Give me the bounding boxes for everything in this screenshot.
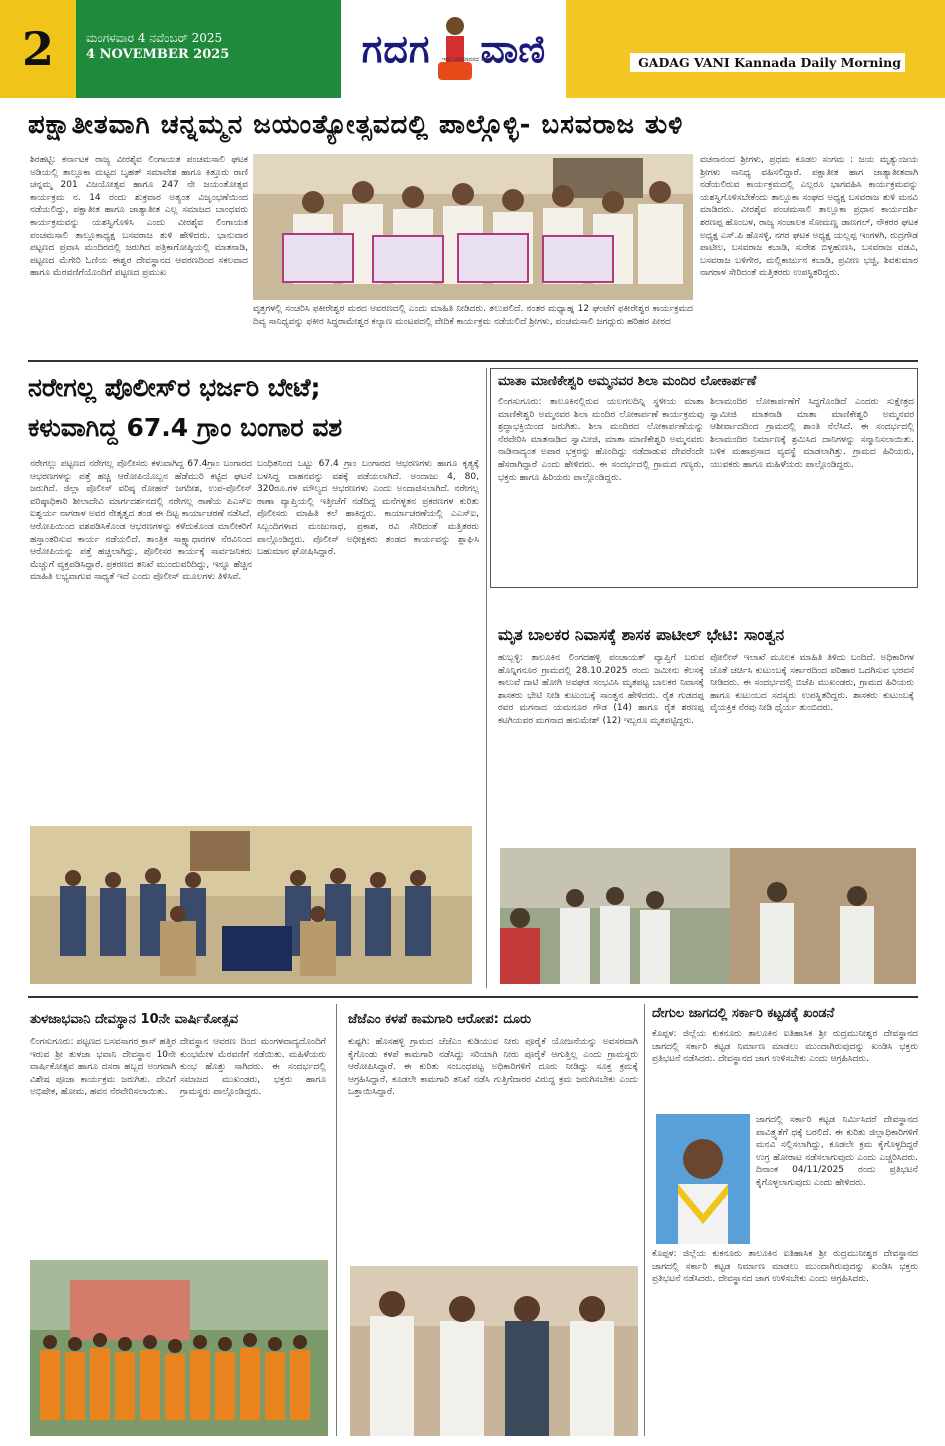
- date-english: 4 NOVEMBER 2025: [86, 47, 230, 62]
- article4-photo-visit: [500, 848, 916, 984]
- date-box: [76, 0, 341, 98]
- article7-headline: ದೇಗುಲ ಜಾಗದಲ್ಲಿ ಸರ್ಕಾರಿ ಕಟ್ಟಡಕ್ಕೆ ಖಂಡನೆ: [652, 1006, 835, 1021]
- article6-col1: ಕುಷ್ಟಗಿ: ಹೊಸಹಳ್ಳಿ ಗ್ರಾಮದ ಜೆಜೆಎಂ ಕುಡಿಯುವ ನೀರು ಪೂರೈಕೆ ಯೋಜನೆಯನ್ನು ಅವಸರವಾಗಿ ಕೈಗೊಂಡು ಕಳಪೆ ಕಾಮಗಾರಿ ನಡೆಸಿದ್ದು ಸರಿಯಾಗಿ ನೀರು ಪೂರೈಕೆ ಆಗುತ್ತಿಲ್ಲ ಎಂದು ಗ್ರಾಮಸ್ಥರು ಆರೋಪಿಸಿದ್ದಾರೆ. ಈ ಕುರಿತು ಸಂಬಂಧಪಟ್ಟ ಅಧಿಕಾರಿಗಳಿಗೆ ದೂರು ನೀಡಿದ್ದು ಸೂಕ್ತ ಕ್ರಮಕ್ಕೆ ಆಗ್ರಹಿಸಿದ್ದಾರೆ. ಕೂಡಲೇ ಕಾಮಗಾರಿ ತನಿಖೆ ನಡೆಸಿ ಗುತ್ತಿಗೆದಾರರ ವಿರುದ್ಧ ಕ್ರಮ ಜರುಗಿಸಬೇಕು ಎಂದು ಒತ್ತಾಯಿಸಿದ್ದಾರೆ.: [348, 1037, 638, 1098]
- page-number: 2: [0, 0, 76, 98]
- masthead: [0, 0, 945, 98]
- divider-rule-2: [28, 996, 918, 998]
- divider-rule: [28, 360, 918, 362]
- article4-headline: ಮೃತ ಬಾಲಕರ ನಿವಾಸಕ್ಕೆ ಶಾಸಕ ಪಾಟೀಲ್ ಭೇಟಿ: ಸಾಂತ್ವನ: [498, 626, 785, 644]
- article5-col1: ಲಿಂಗಸುಗೂರು: ಪಟ್ಟಣದ ಬಸವಸಾಗರ ಕ್ರಾಸ್ ಹತ್ತಿರ ಇರುವ ಶ್ರೀ ತುಳಜಾ ಭವಾನಿ ದೇವಸ್ಥಾನ 10ನೇ ವಾರ್ಷಿಕೋತ್ಸವ ಹಾಗೂ ದಸರಾ ಹಬ್ಬದ ಅಂಗವಾಗಿ ವಿಶೇಷ ಪೂಜಾ ಕಾರ್ಯಕ್ರಮ ಜರುಗಿತು. ದೇವಿಗೆ ಅಭಿಷೇಕ, ಹೋಮ, ಹವನ ನೆರವೇರಿಸಲಾಯಿತು.: [30, 1037, 176, 1098]
- article2-headline: [28, 368, 478, 448]
- article2-col1: ನರೇಗಲ್ಲು ಪಟ್ಟಣದ ನರೇಗಲ್ಲ ಪೊಲೀಸರು ಕಳುವಾಗಿದ್ದ 67.4ಗ್ರಾಂ ಬಂಗಾರದ ಆಭರಣಗಳನ್ನು ಪತ್ತೆ ಹಚ್ಚಿ ಆರೋಪಿಯೊಬ್ಬನ ಹೆಡೆಮುರಿ ಕಟ್ಟಿದ ಘಟನೆ ಜರುಗಿದೆ. ಜಿಲ್ಲಾ ಪೊಲೀಸ್ ವರಿಷ್ಠ ರೋಹನ್ ಜಗದೀಶ, ಉಪ-ಪೊಲೀಸ್ ವರಿಷ್ಠಾಧಿಕಾರಿ ಶೀಲಾದೇವಿ ಮಾರ್ಗದರ್ಶನದಲ್ಲಿ ನರೇಗಲ್ಲ ಠಾಣೆಯ ಪಿಎಸ್ಐ ಐಶ್ವರ್ಯ ನಾಗರಾಳ ಅವರ ನೇತೃತ್ವದ ತಂಡ ಈ ದಿಟ್ಟ ಕಾರ್ಯಾಚರಣೆ ನಡೆಸಿದೆ. ಆರೋಪಿಯಿಂದ ವಶಪಡಿಸಿಕೊಂಡ ಆಭರಣಗಳನ್ನು ಕಳೆದುಕೊಂಡ ಮಾಲೀಕರಿಗೆ ಹಸ್ತಾಂತರಿಸುವ ಕಾರ್ಯ ನಡೆಯಲಿದೆ. ತಾಂತ್ರಿಕ ಸಾಕ್ಷ್ಯಾಧಾರಗಳ ನೆರವಿನಿಂದ ಆರೋಪಿಯನ್ನು ಪತ್ತೆ ಹಚ್ಚಲಾಗಿದ್ದು, ಪೊಲೀಸರ ಕಾರ್ಯಕ್ಕೆ ಸಾರ್ವಜನಿಕರು ಮೆಚ್ಚುಗೆ ವ್ಯಕ್ತಪಡಿಸಿದ್ದಾರೆ. ಪ್ರಕರಣದ ತನಿಖೆ ಮುಂದುವರಿದಿದ್ದು, ಇನ್ನೂ ಹೆಚ್ಚಿನ ಮಾಹಿತಿ ಲಭ್ಯವಾಗುವ ಸಾಧ್ಯತೆ ಇದೆ ಎಂದು ಪೊಲೀಸ್ ಮೂಲಗಳು ತಿಳಿಸಿವೆ.: [30, 459, 252, 583]
- article1-caption: ವೃತ್ತಗಳಲ್ಲಿ ಸಂಚರಿಸಿ ಫಕೀರೇಶ್ವರ ಮಠದ ಆವರಣದಲ್ಲಿ ಎಂದು ಮಾಹಿತಿ ನೀಡಿದರು. ತಲುಪಲಿದೆ. ನಂತರ ಮಧ್ಯಾಹ್ನ 12 ಘಂಟೆಗೆ ಫಕೀರೇಶ್ವರ ಕಾರ್ಯಕ್ರಮದ ದಿವ್ಯ ಸಾನಿಧ್ಯವನ್ನು ಫಕೀರ ಸಿದ್ಧರಾಮೇಶ್ವರ ಕಲ್ಯಾಣ ಮಂಟಪದಲ್ಲಿ ವೇದಿಕೆ ಕಾರ್ಯಕ್ರಮ ನಡೆಯಲಿದೆ ಶ್ರೀಗಳು, ಪಂಚಮಸಾಲಿ ಜಗದ್ಗುರು ಹರಿಹರ ಪೀಠದ: [253, 304, 693, 327]
- article1-headline: ಪಕ್ಷಾತೀತವಾಗಿ ಚನ್ನಮ್ಮನ ಜಯಂತ್ಯೋತ್ಸವದಲ್ಲಿ ಪಾಲ್ಗೊಳ್ಳಿ- ಬಸವರಾಜ ತುಳಿ: [28, 110, 684, 140]
- paper-name: GADAG VANI Kannada Daily Morning: [630, 53, 905, 72]
- article2-col2: ಬಂಧಿತನಿಂದ ಒಟ್ಟು 67.4 ಗ್ರಾಂ ಬಂಗಾರದ ಆಭರಣಗಳು ಹಾಗೂ ಕೃತ್ಯಕ್ಕೆ ಬಳಸಿದ್ದ ವಾಹನವನ್ನು ವಶಕ್ಕೆ ಪಡೆಯಲಾಗಿದೆ. ಅಂದಾಜು 4, 80, 320ರೂ.ಗಳ ಮೌಲ್ಯದ ಆಭರಣಗಳು ಎಂದು ಅಂದಾಜಿಸಲಾಗಿದೆ. ನರೇಗಲ್ಲ ಠಾಣಾ ವ್ಯಾಪ್ತಿಯಲ್ಲಿ ಇತ್ತೀಚೆಗೆ ನಡೆದಿದ್ದ ಮನೆಗಳ್ಳತನ ಪ್ರಕರಣಗಳ ಕುರಿತು ಪೊಲೀಸರು ಮಾಹಿತಿ ಕಲೆ ಹಾಕಿದ್ದರು. ಕಾರ್ಯಾಚರಣೆಯಲ್ಲಿ ಎಎಸ್ಐ, ಸಿಬ್ಬಂದಿಗಳಾದ ಮಂಜುನಾಥ, ಪ್ರಕಾಶ, ರವಿ ಸೇರಿದಂತೆ ಮತ್ತಿತರರು ಪಾಲ್ಗೊಂಡಿದ್ದರು. ಪೊಲೀಸ್ ಅಧೀಕ್ಷಕರು ತಂಡದ ಕಾರ್ಯವನ್ನು ಶ್ಲಾಘಿಸಿ ಬಹುಮಾನ ಘೋಷಿಸಿದ್ದಾರೆ.: [257, 459, 479, 558]
- article1-photo-press-meet: [253, 154, 693, 300]
- article6-headline: ಜೆಜೆಎಂ ಕಳಪೆ ಕಾಮಗಾರಿ ಆರೋಪ: ದೂರು: [348, 1012, 532, 1027]
- column-separator-3: [644, 1004, 645, 1436]
- article2-headline-line2: ಕಳುವಾಗಿದ್ದ 67.4 ಗ್ರಾಂ ಬಂಗಾರ ವಶ: [28, 413, 343, 442]
- column-separator: [486, 368, 487, 988]
- logo-emblem-icon: [434, 14, 476, 84]
- article1-col1: ಶಿರಹಟ್ಟಿ: ಕರ್ನಾಟಕ ರಾಜ್ಯ ವೀರಶೈವ ಲಿಂಗಾಯತ ಪಂಚಮಸಾಲಿ ಘಟಕ ಅಡಿಯಲ್ಲಿ ತಾಲ್ಲೂಕಾ ಮಟ್ಟದ ಬೃಹತ್ ಸಮಾವೇಶ ಹಾಗೂ ಕಿತ್ತೂರು ರಾಣಿ ಚನ್ನಮ್ಮ 201 ವಿಜಯೋತ್ಸವ ಹಾಗೂ 247 ನೇ ಜಯಂತೋತ್ಸವ ಕಾರ್ಯಕ್ರಮ ನ. 14 ರಂದು ಶುಕ್ರವಾರ ಅತ್ಯಂತ ವಿಜೃಂಭಣೆಯಿಂದ ನಡೆಯಲಿದ್ದು, ಪಕ್ಷಾತೀತ ಹಾಗೂ ಜಾತ್ಯಾತೀತ ಎಲ್ಲ ಸಮಾಜದ ಬಾಂಧವರು ಕಾರ್ಯಕ್ರಮವನ್ನು ಯಶಸ್ವಿಗೊಳಿಸಿ ಎಂದು ವೀರಶೈವ ಲಿಂಗಾಯತ ಪಂಚಮಸಾಲಿ ತಾಲ್ಲೂಕಾಧ್ಯಕ್ಷ ಬಸವರಾಜ ತುಳಿ ಹೇಳಿದರು. ಭಾನುವಾರ ಪಟ್ಟಣದ ಪ್ರವಾಸಿ ಮಂದಿರದಲ್ಲಿ ಜರುಗಿದ ಪತ್ರಿಕಾಗೋಷ್ಠಿಯಲ್ಲಿ ಮಾತನಾಡಿ, ಪಟ್ಟಣದ ಮೆಗೇರಿ ಓಣಿಯ ಈಶ್ವರ ದೇವಸ್ಥಾನದ ಆವರಣದಿಂದ ಸಕಲವಾದ ಹಾಗೂ ಮೆರವಣಿಗೆಯೊಂದಿಗೆ ಪಟ್ಟಣದ ಪ್ರಮುಖ: [30, 155, 248, 279]
- article2-photo-police-team: [30, 826, 472, 984]
- article7-col1: ಕೊಪ್ಪಳ: ಜಿಲ್ಲೆಯ ಕುಕನೂರು ತಾಲೂಕಿನ ಐತಿಹಾಸಿಕ ಶ್ರೀ ರುದ್ರಮುನೀಶ್ವರ ದೇವಸ್ಥಾನದ ಜಾಗದಲ್ಲಿ ಸರ್ಕಾರಿ ಕಟ್ಟಡ ನಿರ್ಮಾಣ ಮಾಡಲು ಮುಂದಾಗಿರುವುದನ್ನು ಖಂಡಿಸಿ ಭಕ್ತರು ಪ್ರತಿಭಟನೆ ನಡೆಸಿದರು. ದೇವಸ್ಥಾನದ ಜಾಗ ಉಳಿಸಬೇಕು ಎಂದು ಆಗ್ರಹಿಸಿದರು.: [652, 1029, 918, 1065]
- article3-headline: ಮಾತಾ ಮಾಣಿಕೇಶ್ವರಿ ಅಮ್ಮನವರ ಶಿಲಾ ಮಂದಿರ ಲೋಕಾರ್ಪಣೆ: [498, 374, 757, 389]
- logo-right-text: ವಾಣಿ: [480, 26, 546, 71]
- article5-col2: ದೇವಸ್ಥಾನ ಆವರಣ ದಿಂದ ಮಂಗಳವಾದ್ಯದೊಂದಿಗೆ ಕುಂಭಮೇಳ ಮೆರವಣಿಗೆ ನಡೆಯಿತು. ಮಹಿಳೆಯರು ಕುಂಭ ಹೊತ್ತು ಸಾಗಿದರು. ಈ ಸಂದರ್ಭದಲ್ಲಿ ಸಮಾಜದ ಮುಖಂಡರು, ಭಕ್ತರು ಹಾಗೂ ಗ್ರಾಮಸ್ಥರು ಪಾಲ್ಗೊಂಡಿದ್ದರು.: [180, 1037, 326, 1098]
- article3-col2: ಶಿಲಾಮಂದಿರ ಲೋಕಾರ್ಪಣೆಗೆ ಸಿದ್ಧಗೊಂಡಿದೆ ಎಂದರು ಸುಕ್ಷೇತ್ರದ ಸ್ವಾಮೀಜಿ ಮಾತನಾಡಿ ಮಾತಾ ಮಾಣಿಕೇಶ್ವರಿ ಅಮ್ಮನವರ ಆಶೀರ್ವಾದದಿಂದ ಗ್ರಾಮದಲ್ಲಿ ಶಾಂತಿ ನೆಲೆಸಿದೆ. ಈ ಸಂದರ್ಭದಲ್ಲಿ ಶಿಲಾಮಂದಿರ ನಿರ್ಮಾಣಕ್ಕೆ ಶ್ರಮಿಸಿದ ದಾನಿಗಳನ್ನು ಸನ್ಮಾನಿಸಲಾಯಿತು. ಬಳಿಕ ಮಹಾಪ್ರಸಾದ ವ್ಯವಸ್ಥೆ ಮಾಡಲಾಗಿತ್ತು. ಗ್ರಾಮದ ಹಿರಿಯರು, ಯುವಕರು ಹಾಗೂ ಮಹಿಳೆಯರು ಪಾಲ್ಗೊಂಡಿದ್ದರು.: [710, 397, 914, 470]
- article5-headline: ತುಳಜಾಭವಾನಿ ದೇವಸ್ಥಾನ 10ನೇ ವಾರ್ಷಿಕೋತ್ಸವ: [30, 1012, 239, 1027]
- article6-photo-villagers: [350, 1266, 638, 1436]
- article2-headline-line1: ನರೇಗಲ್ಲ ಪೊಲೀಸ್‌ರ ಭರ್ಜರಿ ಬೇಟೆ;: [28, 373, 321, 402]
- masthead-band: [566, 0, 945, 98]
- article4-col1: ಹುಬ್ಬಳ್ಳಿ: ತಾಲೂಕಿನ ಲಿಂಗದಹಳ್ಳಿ ಪಂಚಾಯತ್ ವ್ಯಾಪ್ತಿಗೆ ಬರುವ ಹೊನ್ನಿಗನೂರ ಗ್ರಾಮದಲ್ಲಿ 28.10.2025 ರಂದು ಜಮೀನು ಕೆಲಸಕ್ಕೆ ಕಾಲುವೆ ದಾಟಿ ಹೋಗಿ ಅವಘಡ ಸಂಭವಿಸಿ ಮೃತಪಟ್ಟ ಬಾಲಕರ ನಿವಾಸಕ್ಕೆ ಶಾಸಕರು ಭೇಟಿ ನೀಡಿ ಕುಟುಂಬಕ್ಕೆ ಸಾಂತ್ವನ ಹೇಳಿದರು. ರೈತ ಗುಡದಪ್ಪ ರವರ ಮಗನಾದ ಯಮನೂರ ಗೌಡ (14) ಹಾಗೂ ರೈತ ಶರಣಪ್ಪ ಕಟಗಿಯವರ ಮಗನಾದ ಹನುಮೇಶ್ (12) ಇಬ್ಬರೂ ಮೃತಪಟ್ಟಿದ್ದರು.: [498, 653, 704, 726]
- article1-col3: ವಚನಾನಂದ ಶ್ರೀಗಳು, ಪ್ರಥಮ ಕೂಡಲ ಸಂಗಮ : ಜಯ ಮೃತ್ಯುಂಜಯ ಶ್ರೀಗಳು ಸಾನಿಧ್ಯ ವಹಿಸಲಿದ್ದಾರೆ. ಪಕ್ಷಾತೀತ ಹಾಗ ಜಾತ್ಯಾತೀತವಾಗಿ ನಡೆಯಲಿರುವ ಕಾರ್ಯಕ್ರಮದಲ್ಲಿ ಎಲ್ಲರೂ ಭಾಗವಹಿಸಿ ಕಾರ್ಯಕ್ರಮವನ್ನು ಯಶಸ್ವಿಗೊಳಿಸಬೇಕೆಂದು ತಾಲ್ಲೂಕಾ ಸಂಘದ ಅಧ್ಯಕ್ಷ ಬಸವರಾಜ ತುಳಿ ಮನವಿ ಮಾಡಿದರು. ವೀರಶೈವ ಪಂಚಮಸಾಲಿ ತಾಲ್ಲೂಕಾ ಪ್ರಧಾನ ಕಾರ್ಯದರ್ಶಿ ಶರಣಪ್ಪ ಹೊಂಬಳ, ರಾಜ್ಯ ಸಂಚಾಲಕ ಸೋಮಣ್ಣ ಡಾಣಗಲ್, ನೌಕರರ ಘಟಕ ಅಧ್ಯಕ್ಷ ಎಸ್.ಪಿ ಹೊಸಳ್ಳಿ, ನಗರ ಘಟಕ ಅಧ್ಯಕ್ಷ ಯಲ್ಲಪ್ಪ ಇಂಗಳಗಿ, ರುದ್ರಗೌಡ ಪಾಟೀಲ, ಬಸವರಾಜ ಕಬಾಡಿ, ಸುರೇಶ ಬಿಳ್ಳಹುಣಸಿ, ಬಸವರಾಜ ವಡವಿ, ಬಸವರಾಜ ಬಳಿಗೇರ, ಮಲ್ಲಿಕಾರ್ಜುನ ಕಬಾಡಿ, ಪ್ರವೀಣ ಭಜ್ಜಿ, ಶಿವಕುಮಾರ ನಾಗರಾಳ ಸೇರಿದಂತೆ ಮತ್ತಿತರರು ಉಪಸ್ಥಿತರಿದ್ದರು.: [700, 155, 918, 279]
- article7-col2-bottom: ಕೊಪ್ಪಳ: ಜಿಲ್ಲೆಯ ಕುಕನೂರು ತಾಲೂಕಿನ ಐತಿಹಾಸಿಕ ಶ್ರೀ ರುದ್ರಮುನೀಶ್ವರ ದೇವಸ್ಥಾನದ ಜಾಗದಲ್ಲಿ ಸರ್ಕಾರಿ ಕಟ್ಟಡ ನಿರ್ಮಾಣ ಮಾಡಲು ಮುಂದಾಗಿರುವುದನ್ನು ಖಂಡಿಸಿ ಭಕ್ತರು ಪ್ರತಿಭಟನೆ ನಡೆಸಿದರು. ದೇವಸ್ಥಾನದ ಜಾಗ ಉಳಿಸಬೇಕು ಎಂದು ಆಗ್ರಹಿಸಿದರು.: [652, 1249, 918, 1285]
- article7-portrait-photo: [656, 1114, 750, 1244]
- article5-photo-celebration: [30, 1260, 328, 1436]
- article4-col2: ಪೋಲೀಸ್ ಇಲಾಖೆ ಮೂಲಕ ಮಾಹಿತಿ ತಿಳಿದು ಬಂದಿದೆ. ಅಧಿಕಾರಿಗಳ ಜೊತೆ ಚರ್ಚಿಸಿ ಕುಟುಂಬಕ್ಕೆ ಸರ್ಕಾರದಿಂದ ಪರಿಹಾರ ಒದಗಿಸುವ ಭರವಸೆ ನೀಡಿದರು. ಈ ಸಂದರ್ಭದಲ್ಲಿ ಬಿಜೆಪಿ ಮುಖಂಡರು, ಗ್ರಾಮದ ಹಿರಿಯರು ಹಾಗೂ ಕುಟುಂಬದ ಸದಸ್ಯರು ಉಪಸ್ಥಿತರಿದ್ದರು. ಶಾಸಕರು ಕುಟುಂಬಕ್ಕೆ ವೈಯಕ್ತಿಕ ನೆರವು ನೀಡಿ ಧೈರ್ಯ ತುಂಬಿದರು.: [710, 653, 914, 714]
- article7-col2-top: ಜಾಗದಲ್ಲಿ ಸರ್ಕಾರಿ ಕಟ್ಟಡ ನಿರ್ಮಿಸಿದರೆ ದೇವಸ್ಥಾನದ ಪಾವಿತ್ರ್ಯತೆಗೆ ಧಕ್ಕೆ ಬರಲಿದೆ. ಈ ಕುರಿತು ಜಿಲ್ಲಾಧಿಕಾರಿಗಳಿಗೆ ಮನವಿ ಸಲ್ಲಿಸಲಾಗಿದ್ದು, ಕೂಡಲೇ ಕ್ರಮ ಕೈಗೊಳ್ಳದಿದ್ದರೆ ಉಗ್ರ ಹೋರಾಟ ನಡೆಸಲಾಗುವುದು ಎಂದು ಎಚ್ಚರಿಸಿದರು. ದಿನಾಂಕ 04/11/2025 ರಂದು ಪ್ರತಿಭಟನೆ ಕೈಗೊಳ್ಳಲಾಗುವುದು ಎಂದು ಹೇಳಿದರು.: [756, 1115, 918, 1188]
- logo-left-text: ಗದಗ: [361, 26, 431, 71]
- date-kannada: ಮಂಗಳವಾರ 4 ನವೆಂಬರ್ 2025: [86, 31, 223, 45]
- logo-tagline: ಇದು ಜನಮಾನಸದ ಪತ್ರಿಕೆ: [442, 56, 492, 63]
- article3-col1: ಲಿಂಗಸುಗೂರು: ತಾಲೂಕಿನಲ್ಲಿರುವ ಯಲಗಲದಿನ್ನಿ ಸ್ಥಳೀಯ ಮಾತಾ ಮಾಣಿಕೇಶ್ವರಿ ಅಮ್ಮನವರ ಶಿಲಾ ಮಂದಿರ ಲೋಕಾರ್ಪಣೆ ಕಾರ್ಯಕ್ರಮವು ಶ್ರದ್ಧಾಭಕ್ತಿಯಿಂದ ಜರುಗಿತು. ಶಿಲಾ ಮಂದಿರದ ಲೋಕಾರ್ಪಣೆಯನ್ನು ನೆರವೇರಿಸಿ ಮಾತನಾಡಿದ ಸ್ವಾಮೀಜಿ, ಮಾತಾ ಮಾಣಿಕೇಶ್ವರಿ ಅಮ್ಮನವರು ನಾಡಿನಾದ್ಯಂತ ಅಪಾರ ಭಕ್ತರನ್ನು ಹೊಂದಿದ್ದು ನಡೆದಾಡುವ ದೇವರೆಂದೇ ಹೆಸರಾಗಿದ್ದಾರೆ ಎಂದು ಹೇಳಿದರು. ಈ ಸಂದರ್ಭದಲ್ಲಿ ಗ್ರಾಮದ ಗಣ್ಯರು, ಭಕ್ತರು ಹಾಗೂ ಹಿರಿಯರು ಪಾಲ್ಗೊಂಡಿದ್ದರು.: [498, 397, 704, 483]
- column-separator-2: [336, 1004, 337, 1436]
- newspaper-logo: [341, 0, 566, 98]
